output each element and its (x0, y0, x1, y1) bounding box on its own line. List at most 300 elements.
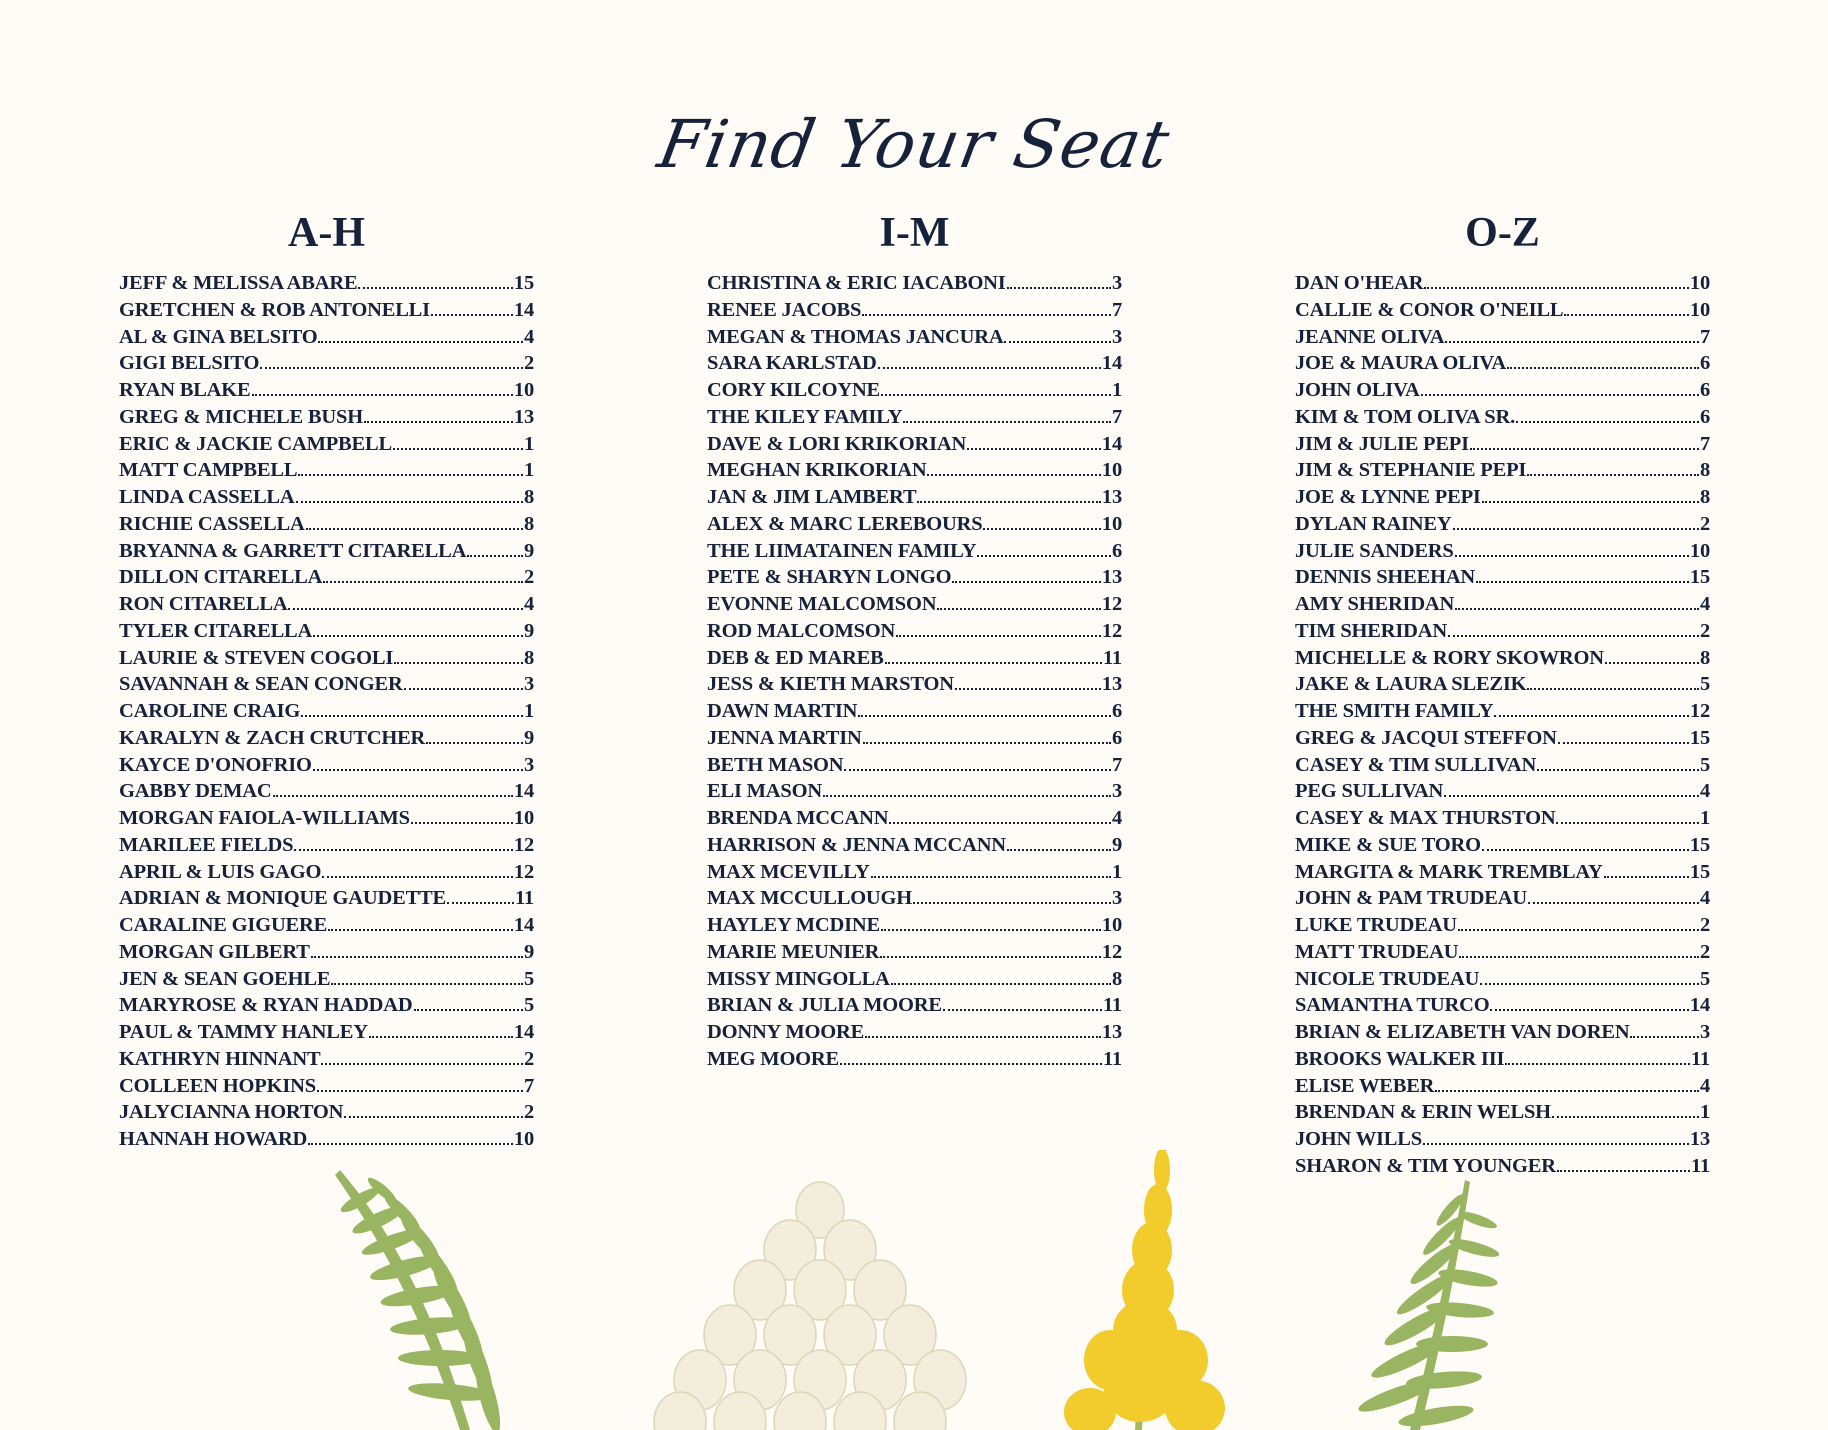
guest-row (119, 350, 534, 377)
dot-leader (1490, 1009, 1688, 1011)
dot-leader (1482, 849, 1689, 851)
dot-leader (1564, 314, 1688, 316)
table-number: 8 (523, 512, 534, 535)
dot-leader (913, 902, 1111, 904)
table-number: 6 (1699, 352, 1710, 375)
dot-leader (955, 688, 1101, 690)
guest-name: DAVE & LORI KRIKORIAN (707, 432, 967, 455)
guest-row (1295, 1073, 1710, 1100)
dot-leader (903, 421, 1111, 423)
dot-leader (1445, 341, 1699, 343)
guest-name: MEG MOORE (707, 1047, 840, 1070)
table-number: 3 (523, 753, 534, 776)
dot-leader (322, 876, 513, 878)
column-a-h (119, 205, 534, 1153)
page-title: Find Your Seat (652, 106, 1176, 183)
table-number: 6 (1699, 379, 1710, 401)
column-header: A-H (288, 210, 365, 256)
guest-row (119, 618, 534, 645)
guest-row (1295, 1019, 1710, 1046)
guest-row (119, 671, 534, 698)
column-header: I-M (879, 210, 950, 256)
dot-leader (1004, 341, 1110, 343)
guest-row (119, 484, 534, 511)
table-number: 8 (1699, 646, 1710, 669)
guest-row (1295, 752, 1710, 779)
goldenrod-icon (1064, 1150, 1225, 1430)
guest-name: PETE & SHARYN LONGO (707, 566, 952, 589)
guest-row (1295, 1126, 1710, 1153)
guest-row (119, 1046, 534, 1073)
table-number: 4 (1699, 593, 1710, 615)
table-number: 2 (523, 352, 534, 375)
dot-leader (891, 983, 1111, 985)
guest-row (1295, 270, 1710, 297)
table-number: 10 (1689, 539, 1710, 562)
guest-row (707, 618, 1122, 645)
guest-row (1295, 404, 1710, 431)
guest-name: JIM & STEPHANIE PEPI (1295, 459, 1527, 482)
dot-leader (1494, 715, 1688, 717)
dot-leader (1455, 608, 1699, 610)
guest-row (119, 511, 534, 538)
guest-name: BRIAN & ELIZABETH VAN DOREN (1295, 1021, 1630, 1043)
dot-leader (858, 715, 1111, 717)
dot-leader (260, 367, 523, 369)
guest-row (119, 538, 534, 565)
guest-name: MATT CAMPBELL (119, 459, 298, 482)
table-number: 7 (523, 1074, 534, 1097)
dot-leader (306, 528, 523, 530)
dot-leader (862, 314, 1111, 316)
guest-name: PAUL & TAMMY HANLEY (119, 1021, 368, 1043)
dot-leader (1537, 769, 1699, 771)
table-number: 7 (1111, 753, 1122, 776)
dot-leader (1423, 1143, 1689, 1145)
guest-name: MORGAN FAIOLA-WILLIAMS (119, 807, 410, 829)
dot-leader (447, 902, 514, 904)
guest-row (119, 591, 534, 618)
table-number: 11 (1691, 1047, 1710, 1070)
table-number: 12 (513, 833, 534, 856)
guest-row (707, 377, 1122, 404)
guest-row (119, 778, 534, 805)
guest-row (1295, 859, 1710, 886)
guest-row (119, 404, 534, 431)
guest-row (707, 350, 1122, 377)
guest-row (119, 431, 534, 458)
table-number: 8 (1699, 486, 1710, 508)
guest-row (1295, 805, 1710, 832)
guest-row (119, 324, 534, 351)
table-number: 5 (523, 967, 534, 990)
table-number: 14 (513, 914, 534, 936)
guest-list (1295, 270, 1710, 1180)
guest-row (1295, 645, 1710, 672)
guest-name: MARILEE FIELDS (119, 833, 294, 856)
guest-name: RENEE JACOBS (707, 298, 862, 321)
guest-name: DENNIS SHEEHAN (1295, 566, 1476, 589)
table-number: 15 (1689, 833, 1710, 856)
guest-name: LUKE TRUDEAU (1295, 914, 1457, 936)
dot-leader (318, 341, 522, 343)
guest-name: JAN & JIM LAMBERT (707, 486, 917, 508)
guest-row (707, 671, 1122, 698)
guest-name: RON CITARELLA (119, 593, 288, 615)
guest-row (707, 324, 1122, 351)
table-number: 7 (1699, 325, 1710, 348)
dot-leader (414, 1009, 523, 1011)
table-number: 4 (523, 593, 534, 615)
guest-row (119, 859, 534, 886)
table-number: 3 (1699, 1021, 1710, 1043)
dot-leader (273, 795, 513, 797)
table-number: 12 (513, 860, 534, 883)
guest-row (1295, 484, 1710, 511)
dot-leader (1470, 448, 1699, 450)
guest-name: CASEY & TIM SULLIVAN (1295, 753, 1537, 776)
table-number: 9 (523, 940, 534, 963)
dot-leader (311, 956, 523, 958)
dot-leader (927, 474, 1100, 476)
table-number: 13 (1689, 1128, 1710, 1150)
guest-name: LINDA CASSELLA (119, 486, 295, 508)
dot-leader (252, 394, 513, 396)
table-number: 2 (523, 566, 534, 589)
guest-row (1295, 966, 1710, 993)
dot-leader (1007, 287, 1111, 289)
table-number: 13 (1101, 673, 1122, 696)
table-number: 2 (1699, 914, 1710, 936)
guest-row (1295, 698, 1710, 725)
dot-leader (1458, 929, 1699, 931)
guest-row (1295, 912, 1710, 939)
dot-leader (296, 501, 523, 503)
guest-row (119, 966, 534, 993)
dot-leader (1528, 902, 1699, 904)
guest-name: MIKE & SUE TORO (1295, 833, 1481, 856)
guest-row (1295, 350, 1710, 377)
guest-name: JEFF & MELISSA ABARE (119, 272, 358, 294)
guest-row (1295, 1046, 1710, 1073)
guest-row (707, 511, 1122, 538)
guest-name: ERIC & JACKIE CAMPBELL (119, 432, 392, 455)
table-number: 3 (523, 673, 534, 696)
guest-name: SARA KARLSTAD (707, 352, 877, 375)
guest-row (707, 564, 1122, 591)
table-number: 11 (1103, 994, 1122, 1017)
table-number: 1 (1699, 1101, 1710, 1124)
table-number: 3 (1111, 887, 1122, 910)
guest-name: CARALINE GIGUERE (119, 914, 328, 936)
guest-row (1295, 511, 1710, 538)
guest-row (119, 377, 534, 404)
guest-name: JEN & SEAN GOEHLE (119, 967, 331, 990)
guest-name: TYLER CITARELLA (119, 619, 313, 642)
dot-leader (411, 822, 513, 824)
dot-leader (1482, 501, 1699, 503)
table-number: 9 (523, 619, 534, 642)
table-number: 8 (523, 486, 534, 508)
guest-row (707, 297, 1122, 324)
guest-name: BROOKS WALKER III (1295, 1047, 1505, 1070)
table-number: 14 (513, 298, 534, 321)
guest-name: THE SMITH FAMILY (1295, 700, 1494, 722)
table-number: 6 (1111, 726, 1122, 749)
guest-name: DYLAN RAINEY (1295, 512, 1452, 535)
dot-leader (952, 581, 1101, 583)
dot-leader (1421, 394, 1699, 396)
column-o-z (1295, 205, 1710, 1180)
guest-name: AMY SHERIDAN (1295, 593, 1455, 615)
guest-name: LAURIE & STEVEN COGOLI (119, 646, 394, 669)
fern-left-icon (335, 1170, 505, 1430)
dot-leader (1527, 474, 1699, 476)
dot-leader (1556, 822, 1698, 824)
dot-leader (977, 555, 1111, 557)
guest-row (707, 778, 1122, 805)
table-number: 1 (1111, 379, 1122, 401)
table-number: 9 (523, 539, 534, 562)
guest-name: RYAN BLAKE (119, 379, 251, 401)
dot-leader (298, 474, 523, 476)
guest-name: JESS & KIETH MARSTON (707, 673, 954, 696)
guest-name: GREG & JACQUI STEFFON (1295, 726, 1557, 749)
dot-leader (881, 929, 1101, 931)
guest-name: ROD MALCOMSON (707, 619, 896, 642)
guest-name: MICHELLE & RORY SKOWRON (1295, 646, 1604, 669)
table-number: 12 (1101, 593, 1122, 615)
table-number: 14 (513, 1021, 534, 1043)
guest-row (707, 591, 1122, 618)
dot-leader (1444, 795, 1699, 797)
dot-leader (393, 448, 523, 450)
table-number: 4 (523, 325, 534, 348)
guest-name: SHARON & TIM YOUNGER (1295, 1154, 1556, 1177)
table-number: 10 (1101, 512, 1122, 535)
guest-row (119, 1126, 534, 1153)
dot-leader (294, 849, 513, 851)
dot-leader (364, 421, 513, 423)
guest-row (1295, 885, 1710, 912)
guest-name: DAN O'HEAR (1295, 272, 1424, 294)
guest-name: PEG SULLIVAN (1295, 780, 1444, 803)
table-number: 5 (523, 994, 534, 1017)
guest-name: MEGHAN KRIKORIAN (707, 459, 927, 482)
dot-leader (1448, 635, 1699, 637)
dot-leader (1459, 956, 1699, 958)
guest-name: ELISE WEBER (1295, 1074, 1435, 1097)
guest-name: MARYROSE & RYAN HADDAD (119, 994, 413, 1017)
dot-leader (308, 1143, 513, 1145)
guest-row (1295, 564, 1710, 591)
guest-name: CALLIE & CONOR O'NEILL (1295, 298, 1564, 321)
dot-leader (885, 662, 1102, 664)
dot-leader (943, 1009, 1102, 1011)
guest-name: DILLON CITARELLA (119, 566, 323, 589)
guest-row (1295, 778, 1710, 805)
guest-row (707, 270, 1122, 297)
guest-name: KIM & TOM OLIVA SR. (1295, 405, 1516, 428)
guest-row (119, 912, 534, 939)
guest-row (1295, 377, 1710, 404)
dot-leader (1552, 1116, 1699, 1118)
guest-name: MEGAN & THOMAS JANCURA (707, 325, 1004, 348)
table-number: 9 (1111, 833, 1122, 856)
dot-leader (404, 688, 523, 690)
table-number: 7 (1111, 405, 1122, 428)
dot-leader (1480, 983, 1699, 985)
guest-name: JIM & JULIE PEPI (1295, 432, 1469, 455)
dot-leader (937, 608, 1101, 610)
guest-row (119, 805, 534, 832)
guest-row (1295, 591, 1710, 618)
guest-row (707, 538, 1122, 565)
guest-name: JOE & LYNNE PEPI (1295, 486, 1481, 508)
dot-leader (1505, 1063, 1690, 1065)
dot-leader (394, 662, 523, 664)
guest-name: JAKE & LAURA SLEZIK (1295, 673, 1527, 696)
guest-name: MORGAN GILBERT (119, 940, 310, 963)
guest-row (119, 297, 534, 324)
dot-leader (1007, 849, 1111, 851)
guest-row (119, 698, 534, 725)
guest-row (119, 939, 534, 966)
guest-row (1295, 725, 1710, 752)
guest-name: BRYANNA & GARRETT CITARELLA (119, 539, 467, 562)
guest-name: KARALYN & ZACH CRUTCHER (119, 726, 426, 749)
dot-leader (881, 394, 1111, 396)
guest-name: RICHIE CASSELLA (119, 512, 305, 535)
dot-leader (889, 822, 1111, 824)
table-number: 2 (1699, 512, 1710, 535)
dot-leader (896, 635, 1101, 637)
table-number: 14 (513, 780, 534, 803)
dot-leader (431, 314, 513, 316)
dot-leader (878, 367, 1101, 369)
guest-name: KAYCE D'ONOFRIO (119, 753, 312, 776)
dot-leader (840, 1063, 1102, 1065)
guest-row (1295, 939, 1710, 966)
guest-row (119, 564, 534, 591)
guest-row (119, 645, 534, 672)
table-number: 4 (1699, 887, 1710, 910)
guest-name: JENNA MARTIN (707, 726, 862, 749)
table-number: 8 (1699, 459, 1710, 482)
guest-row (119, 752, 534, 779)
table-number: 11 (515, 887, 534, 910)
guest-name: ALEX & MARC LEREBOURS (707, 512, 983, 535)
guest-row (1295, 538, 1710, 565)
table-number: 12 (1101, 940, 1122, 963)
dot-leader (863, 742, 1111, 744)
guest-name: GREG & MICHELE BUSH (119, 405, 363, 428)
dot-leader (865, 1036, 1101, 1038)
guest-list (707, 270, 1122, 1073)
guest-name: TIM SHERIDAN (1295, 619, 1447, 642)
dot-leader (823, 795, 1111, 797)
table-number: 11 (1691, 1154, 1710, 1177)
table-number: 1 (523, 700, 534, 722)
guest-row (707, 1046, 1122, 1073)
guest-row (119, 885, 534, 912)
guest-row (119, 832, 534, 859)
dot-leader (844, 769, 1111, 771)
guest-name: ELI MASON (707, 780, 822, 803)
table-number: 15 (1689, 566, 1710, 589)
guest-list (119, 270, 534, 1153)
guest-row (119, 1073, 534, 1100)
guest-row (707, 992, 1122, 1019)
guest-name: MATT TRUDEAU (1295, 940, 1459, 963)
guest-row (1295, 324, 1710, 351)
guest-name: CASEY & MAX THURSTON (1295, 807, 1556, 829)
guest-row (1295, 671, 1710, 698)
guest-name: SAVANNAH & SEAN CONGER (119, 673, 403, 696)
table-number: 10 (513, 1128, 534, 1150)
guest-row (707, 912, 1122, 939)
guest-row (707, 645, 1122, 672)
table-number: 11 (1103, 1047, 1122, 1070)
table-number: 15 (1689, 860, 1710, 883)
dot-leader (880, 956, 1101, 958)
dot-leader (344, 1116, 523, 1118)
guest-name: MAX MCEVILLY (707, 860, 870, 883)
table-number: 1 (523, 432, 534, 455)
table-number: 13 (1101, 1021, 1122, 1043)
dot-leader (1507, 367, 1699, 369)
dot-leader (323, 581, 523, 583)
guest-row (707, 457, 1122, 484)
guest-name: JOHN & PAM TRUDEAU (1295, 887, 1527, 910)
table-number: 1 (1111, 860, 1122, 883)
table-number: 13 (1101, 566, 1122, 589)
column-header: O-Z (1465, 210, 1540, 256)
table-number: 13 (513, 405, 534, 428)
guest-row (1295, 832, 1710, 859)
table-number: 8 (523, 646, 534, 669)
table-number: 10 (513, 807, 534, 829)
guest-name: APRIL & LUIS GAGO (119, 860, 322, 883)
table-number: 12 (1689, 700, 1710, 722)
guest-name: GIGI BELSITO (119, 352, 260, 375)
table-number: 7 (1111, 298, 1122, 321)
table-number: 2 (1699, 940, 1710, 963)
table-number: 11 (1103, 646, 1122, 669)
guest-row (1295, 457, 1710, 484)
guest-row (707, 859, 1122, 886)
guest-name: HARRISON & JENNA MCCANN (707, 833, 1006, 856)
table-number: 5 (1699, 967, 1710, 990)
guest-row (707, 966, 1122, 993)
hydrangea-icon (654, 1182, 966, 1430)
guest-row (707, 939, 1122, 966)
guest-row (707, 1019, 1122, 1046)
dot-leader (1604, 876, 1689, 878)
guest-name: HANNAH HOWARD (119, 1128, 308, 1150)
table-number: 6 (1111, 539, 1122, 562)
guest-name: JOHN OLIVA (1295, 379, 1420, 401)
guest-name: BETH MASON (707, 753, 844, 776)
guest-name: JOE & MAURA OLIVA (1295, 352, 1506, 375)
dot-leader (1476, 581, 1689, 583)
dot-leader (1435, 1090, 1699, 1092)
dot-leader (321, 1063, 522, 1065)
dot-leader (1455, 555, 1689, 557)
table-number: 3 (1111, 272, 1122, 294)
table-number: 3 (1111, 325, 1122, 348)
table-number: 6 (1699, 405, 1710, 428)
